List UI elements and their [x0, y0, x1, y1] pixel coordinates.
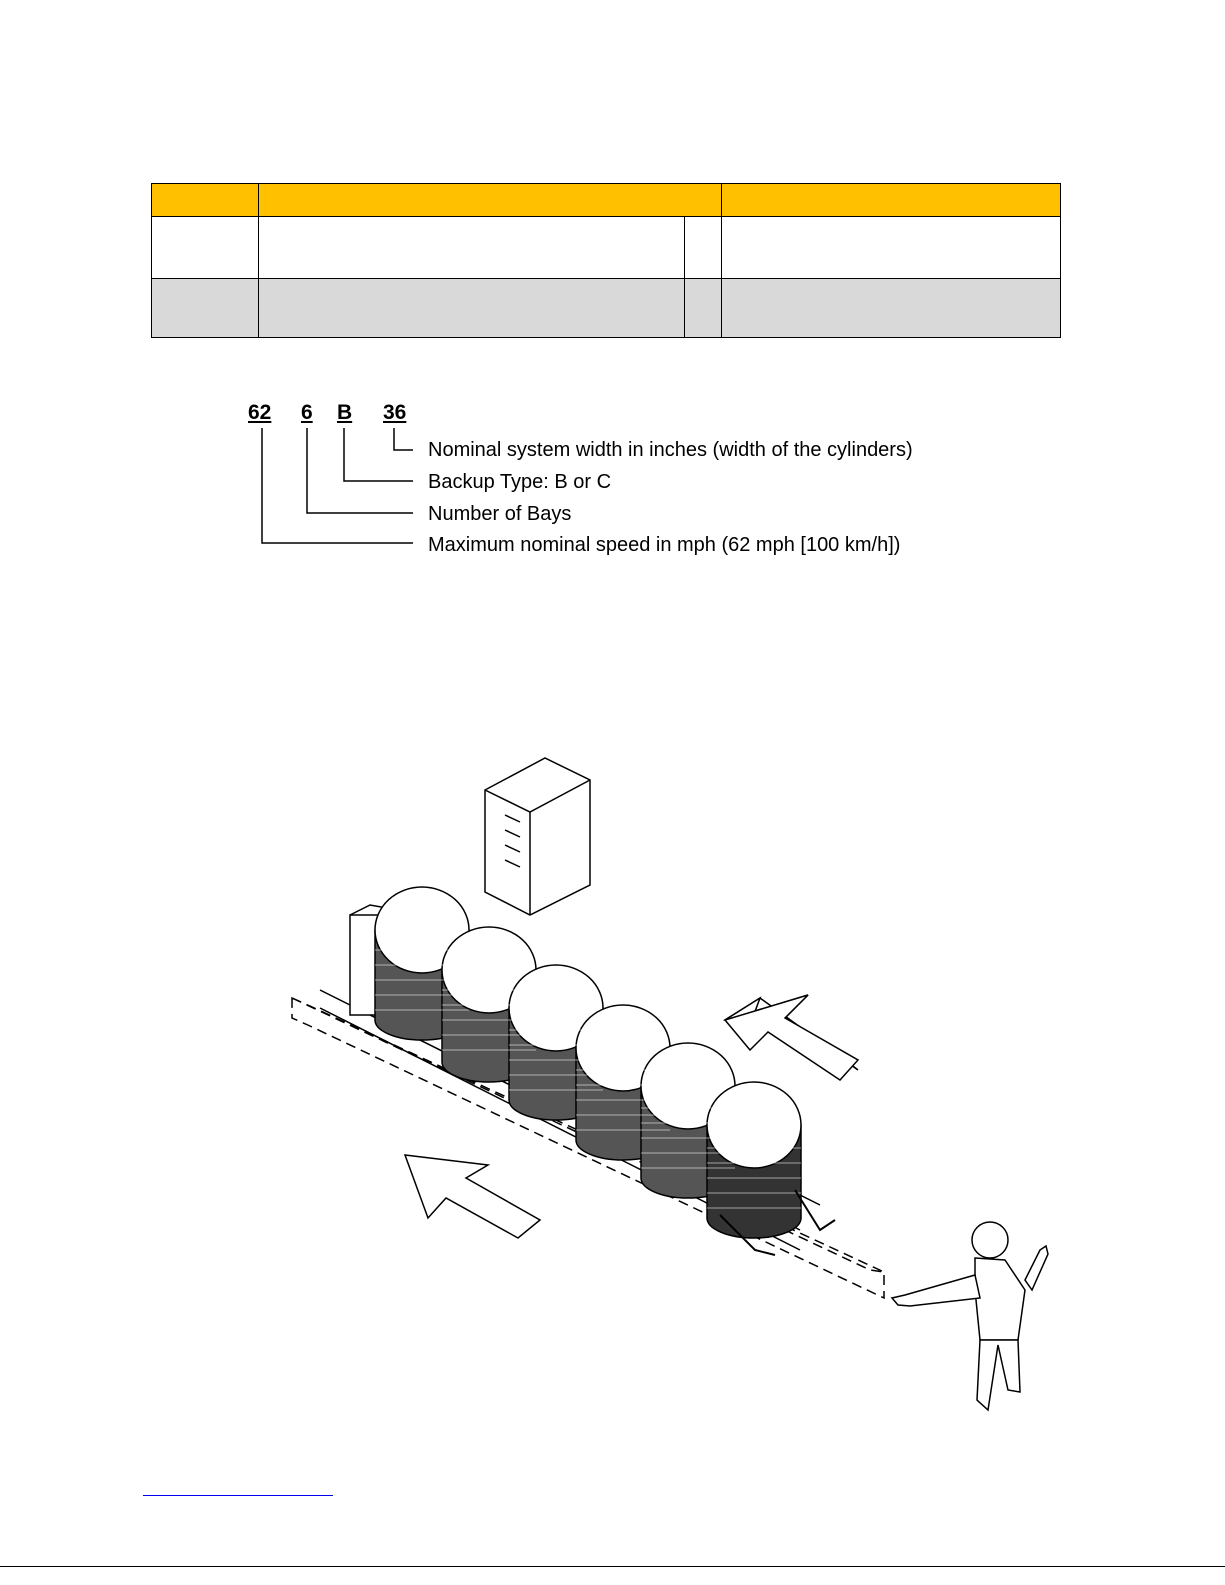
label-bays: Number of Bays — [428, 503, 572, 525]
code-speed: 62 — [248, 401, 272, 424]
label-width: Nominal system width in inches (width of the cylinders) — [428, 439, 913, 461]
footer-link[interactable] — [143, 1479, 333, 1496]
code-width: 36 — [383, 401, 407, 424]
label-backup: Backup Type: B or C — [428, 471, 612, 493]
page-bottom-rule — [0, 1566, 1225, 1567]
crash-cushion-illustration — [280, 750, 1070, 1430]
code-leader-lines — [0, 0, 1225, 600]
code-bays: 6 — [301, 401, 313, 424]
label-speed: Maximum nominal speed in mph (62 mph [100 km/h]) — [428, 534, 901, 556]
code-backup: B — [337, 401, 353, 424]
cylinder — [707, 1082, 801, 1238]
